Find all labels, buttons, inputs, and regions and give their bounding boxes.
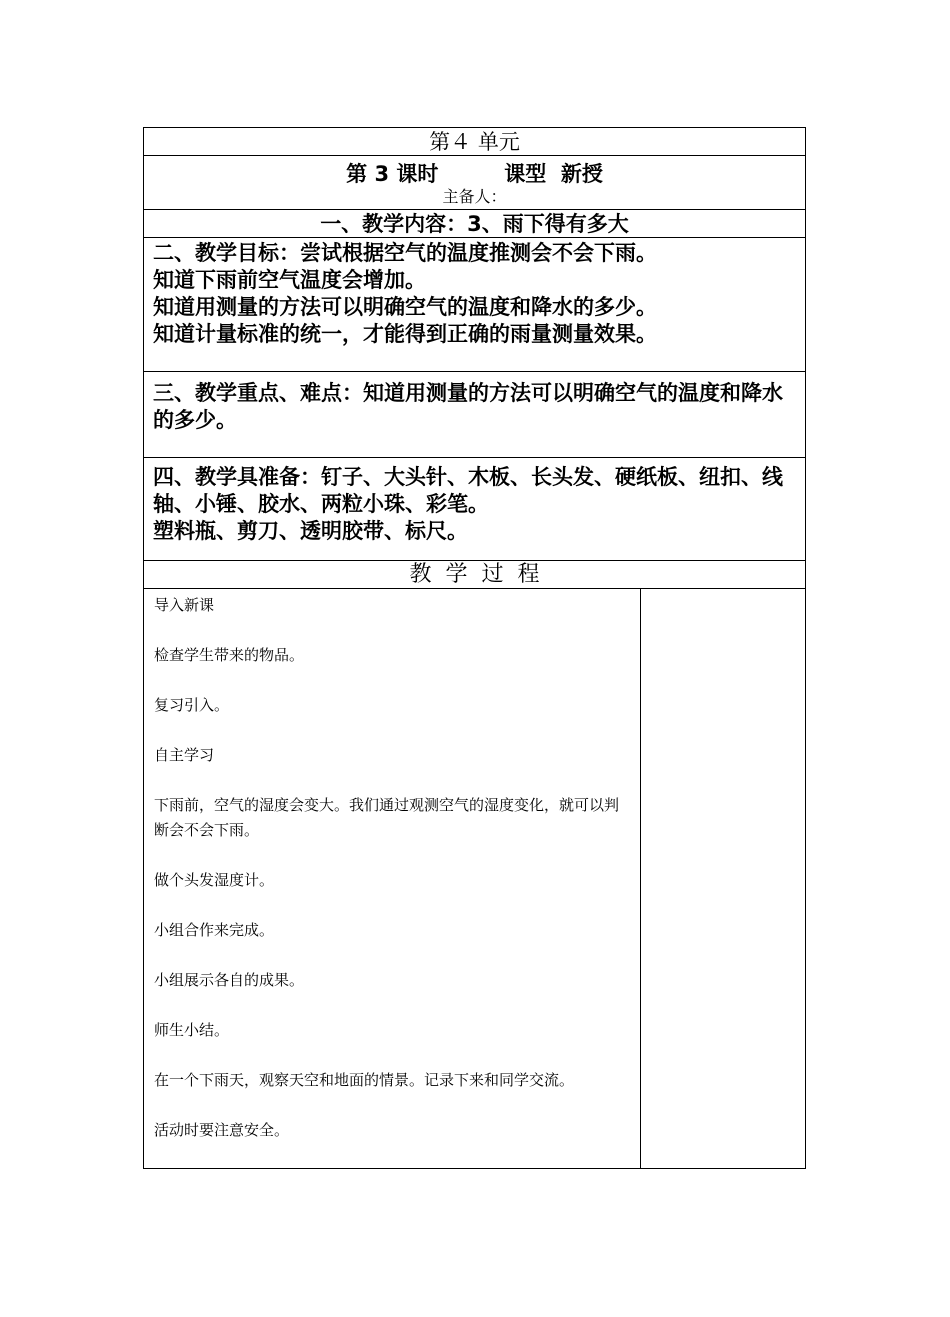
process-main-column [144,589,641,1168]
teaching-content-row [144,210,806,238]
process-paragraph: 活动时要注意安全。 [154,1121,290,1139]
teaching-goals-row [144,238,806,372]
process-heading: 教学过程 [409,562,554,587]
tools-text: 四、教学具准备：钉子、大头针、木板、长头发、硬纸板、纽扣、线轴、小锤、胶水、两粒小珠、彩笔。 [153,465,783,516]
lesson-row [144,156,806,210]
process-paragraph: 复习引入。 [154,696,230,714]
process-paragraph: 小组合作来完成。 [154,921,275,939]
process-paragraph: 导入新课 [154,596,215,614]
process-body [144,589,806,1169]
goal-line: 知道计量标准的统一，才能得到正确的雨量测量效果。 [153,322,657,346]
process-paragraph: 做个头发湿度计。 [154,871,275,889]
process-paragraph: 在一个下雨天，观察天空和地面的情景。记录下来和同学交流。 [154,1071,575,1089]
tools-text-extra: 塑料瓶、剪刀、透明胶带、标尺。 [153,519,468,543]
process-paragraph: 师生小结。 [154,1021,230,1039]
lesson-plan-table [143,127,806,1169]
lesson-type-line: 第 3 课时 课型 新授 [346,162,603,186]
teaching-tools-row [144,458,806,561]
process-heading-row [144,561,806,589]
goal-line: 知道下雨前空气温度会增加。 [153,268,426,292]
process-paragraph: 检查学生带来的物品。 [154,646,305,664]
goal-line: 知道用测量的方法可以明确空气的温度和降水的多少。 [153,295,657,319]
preparer-label: 主备人： [442,187,507,206]
process-paragraph: 下雨前，空气的湿度会变大。我们通过观测空气的湿度变化，就可以判断会不会下雨。 [154,796,620,839]
process-paragraph: 小组展示各自的成果。 [154,971,305,989]
process-notes-column [641,589,805,1168]
process-paragraph: 自主学习 [154,746,215,764]
key-points-text: 三、教学重点、难点：知道用测量的方法可以明确空气的温度和降水的多少。 [153,381,783,432]
unit-title: 第４ 单元 [429,130,520,154]
goal-line: 二、教学目标：尝试根据空气的温度推测会不会下雨。 [153,241,657,265]
teaching-content-title: 一、教学内容：3、雨下得有多大 [320,212,629,236]
unit-row [144,128,806,156]
key-points-row [144,372,806,458]
